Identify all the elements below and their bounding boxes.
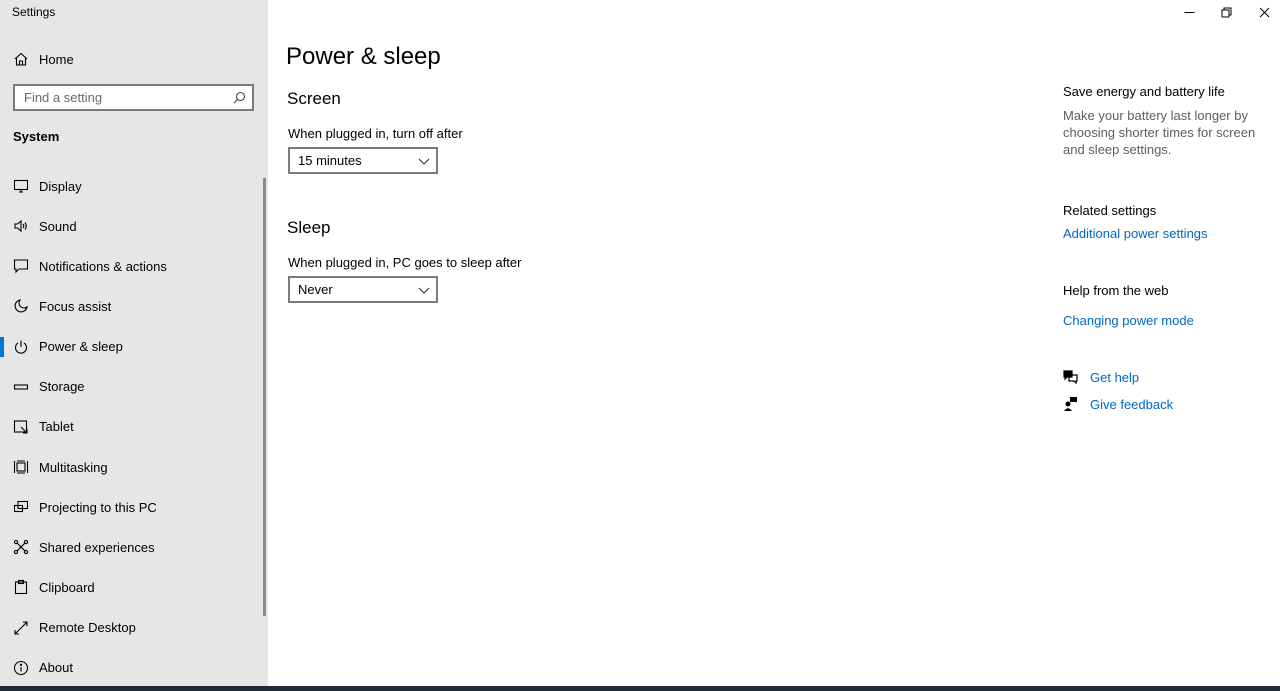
sidebar-item-about[interactable] [0,648,264,688]
give-feedback-link[interactable]: Give feedback [1090,397,1174,412]
sidebar-item-tablet[interactable] [0,407,264,447]
display-icon [12,178,29,195]
notifications-icon [12,258,29,275]
sidebar-item-shared-experiences[interactable] [0,527,264,567]
give-feedback-icon [1063,396,1078,411]
multitasking-icon [12,459,29,476]
dropdown-value: Never [298,282,333,297]
page-title: Power & sleep [286,43,441,70]
projecting-icon [12,499,29,516]
sidebar-item-label: Clipboard [39,579,95,595]
tip-text: Make your battery last longer by choosing shorter times for screen and sleep settings. [1063,108,1256,157]
help-web-heading: Help from the web [1063,283,1169,298]
sidebar-item-label: Home [39,51,74,67]
related-settings-heading: Related settings [1063,203,1157,218]
storage-icon [12,378,29,395]
sidebar-item-storage[interactable] [0,367,264,407]
taskbar-edge [0,686,1280,691]
remote-desktop-icon [12,619,29,636]
sidebar-item-multitasking[interactable] [0,447,264,487]
sidebar-item-label: Multitasking [39,459,108,475]
screen-timeout-label: When plugged in, turn off after [288,126,463,141]
nav-list [0,166,264,688]
sidebar-scrollbar[interactable] [263,178,266,616]
additional-power-settings-link[interactable]: Additional power settings [1063,226,1208,241]
sidebar-item-label: Sound [39,218,77,234]
tip-heading: Save energy and battery life [1063,84,1225,99]
screen-timeout-dropdown[interactable] [288,147,438,174]
power-icon [12,338,29,355]
clipboard-icon [12,579,29,596]
close-button[interactable] [1246,0,1280,24]
sidebar-item-label: Projecting to this PC [39,499,157,515]
home-icon [12,51,29,68]
sidebar-item-label: Power & sleep [39,339,123,355]
screen-heading: Screen [287,89,341,108]
search-input[interactable] [15,86,225,109]
sidebar-item-label: Notifications & actions [39,258,167,274]
section-title: System [13,129,60,144]
search-box[interactable] [13,84,254,111]
sidebar-item-label: Tablet [39,419,74,435]
minimize-button[interactable] [1171,0,1207,24]
close-icon [1259,7,1270,18]
moon-icon [12,298,29,315]
dropdown-value: 15 minutes [298,153,362,168]
sidebar-item-label: Focus assist [39,298,112,314]
get-help-link[interactable]: Get help [1090,370,1140,385]
sidebar-item-notifications[interactable] [0,246,264,286]
sidebar-item-label: Shared experiences [39,539,155,555]
sidebar-item-remote-desktop[interactable] [0,608,264,648]
sleep-timeout-label: When plugged in, PC goes to sleep after [288,255,522,270]
changing-power-mode-link[interactable]: Changing power mode [1063,313,1194,328]
restore-icon [1221,7,1232,18]
chevron-down-icon [418,156,430,166]
sidebar-item-label: Remote Desktop [39,620,136,636]
get-help-icon [1063,369,1078,384]
sidebar-item-home[interactable] [0,46,268,72]
app-title: Settings [12,5,56,19]
sidebar-item-projecting[interactable] [0,487,264,527]
info-icon [12,659,29,676]
sidebar-item-display[interactable] [0,166,264,206]
sidebar-item-clipboard[interactable] [0,567,264,607]
search-icon[interactable] [233,91,246,104]
sidebar-item-sound[interactable] [0,206,264,246]
sleep-heading: Sleep [287,218,331,237]
sidebar-item-label: Display [39,178,82,194]
sleep-timeout-dropdown[interactable] [288,276,438,303]
restore-button[interactable] [1208,0,1244,24]
tablet-icon [12,418,29,435]
sidebar-item-label: About [39,660,73,676]
minimize-icon [1184,7,1195,18]
sidebar [0,0,268,686]
main-content [268,0,1280,686]
sidebar-item-label: Storage [39,379,85,395]
shared-icon [12,539,29,556]
sound-icon [12,218,29,235]
sidebar-item-focus-assist[interactable] [0,286,264,326]
sidebar-item-power-sleep[interactable] [0,327,264,367]
chevron-down-icon [418,285,430,295]
